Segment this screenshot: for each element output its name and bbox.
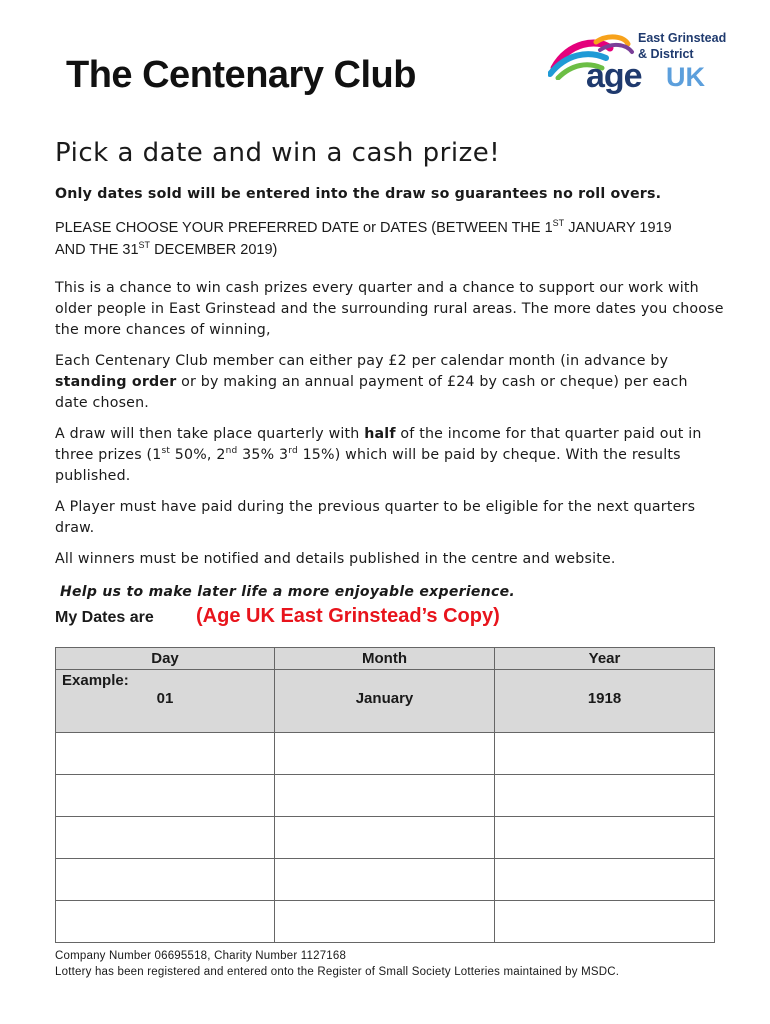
year-cell[interactable]	[495, 733, 715, 775]
table-row	[56, 733, 715, 775]
draw-sup3: rd	[288, 446, 298, 456]
header-day: Day	[56, 648, 275, 670]
month-cell[interactable]	[275, 859, 495, 901]
example-day: 01	[156, 690, 174, 707]
draw-sup2: nd	[225, 446, 238, 456]
draw-mid: of the income for that quarter paid out in three prizes (1	[55, 426, 702, 463]
header-year: Year	[495, 648, 715, 670]
logo-org-line1: East Grinstead	[638, 31, 727, 45]
player-paragraph: A Player must have paid during the previous quarter to be eligible for the next quarters draw.	[55, 499, 696, 536]
choose-pre: PLEASE CHOOSE YOUR PREFERRED DATE or DATES (BETWEEN THE 1	[55, 220, 553, 236]
day-cell[interactable]	[56, 859, 275, 901]
year-cell[interactable]	[495, 901, 715, 943]
dates-table	[55, 647, 715, 943]
winners-paragraph: All winners must be notified and details published in the centre and website.	[55, 551, 616, 567]
month-cell[interactable]	[275, 817, 495, 859]
draw-p1: 50%, 2	[170, 447, 226, 463]
choose-line2-pre: AND THE 31	[55, 242, 139, 258]
table-row	[56, 901, 715, 943]
choose-line2-post: DECEMBER 2019)	[150, 242, 278, 258]
example-day-cell	[56, 670, 275, 733]
month-cell[interactable]	[275, 733, 495, 775]
help-tagline: Help us to make later life a more enjoyable experience.	[60, 584, 516, 600]
year-cell[interactable]	[495, 859, 715, 901]
copy-label: (Age UK East Grinstead’s Copy)	[196, 605, 500, 627]
guarantee-text: Only dates sold will be entered into the draw so guarantees no roll overs.	[55, 186, 662, 202]
example-year: 1918	[587, 690, 622, 707]
day-cell[interactable]	[56, 817, 275, 859]
my-dates-label: My Dates are	[55, 609, 154, 626]
example-year-cell	[495, 670, 715, 733]
footer-lottery: Lottery has been registered and entered onto the Register of Small Society Lotteries maintained by MSDC.	[55, 966, 620, 978]
example-month-cell	[275, 670, 495, 733]
pay-post: or by making an annual payment of £24 by cash or cheque) per each date chosen.	[55, 374, 688, 411]
example-row	[56, 670, 715, 733]
table-row	[56, 817, 715, 859]
logo-uk-text: UK	[666, 62, 705, 92]
draw-p2: 35% 3	[237, 447, 289, 463]
month-cell[interactable]	[275, 775, 495, 817]
footer-company: Company Number 06695518, Charity Number 1127168	[55, 950, 347, 962]
page-title: The Centenary Club	[66, 54, 416, 96]
table-row	[56, 859, 715, 901]
logo-org-name	[638, 30, 726, 62]
draw-bold: half	[364, 426, 396, 442]
age-uk-logo	[548, 30, 738, 100]
pay-bold: standing order	[55, 374, 177, 390]
draw-pre: A draw will then take place quarterly with	[55, 426, 365, 442]
year-cell[interactable]	[495, 775, 715, 817]
headline: Pick a date and win a cash prize!	[55, 138, 501, 168]
logo-org-line2: & District	[638, 47, 694, 61]
draw-post: 15%) which will be paid by cheque. With the results published.	[55, 447, 681, 484]
choose-sup2: ST	[138, 240, 151, 250]
year-cell[interactable]	[495, 817, 715, 859]
header-month: Month	[275, 648, 495, 670]
footer	[55, 948, 619, 980]
day-cell[interactable]	[56, 901, 275, 943]
choose-sup1: ST	[552, 218, 565, 228]
example-month: January	[355, 690, 414, 707]
choose-mid: JANUARY 1919	[564, 220, 672, 236]
draw-sup1: st	[161, 446, 171, 456]
chance-paragraph: This is a chance to win cash prizes every quarter and a chance to support our work with older people in East Grinstead and the surrounding rural areas. The more dates you choose the more chances of winning,	[55, 280, 724, 338]
draw-paragraph	[55, 424, 725, 487]
logo-age-text: age	[586, 57, 642, 95]
day-cell[interactable]	[56, 733, 275, 775]
payment-paragraph	[55, 351, 725, 414]
table-row	[56, 775, 715, 817]
pay-pre: Each Centenary Club member can either pay £2 per calendar month (in advance by	[55, 353, 669, 369]
day-cell[interactable]	[56, 775, 275, 817]
month-cell[interactable]	[275, 901, 495, 943]
table-header-row	[56, 648, 715, 670]
choose-dates-text	[55, 217, 725, 261]
example-label: Example:	[62, 672, 129, 689]
